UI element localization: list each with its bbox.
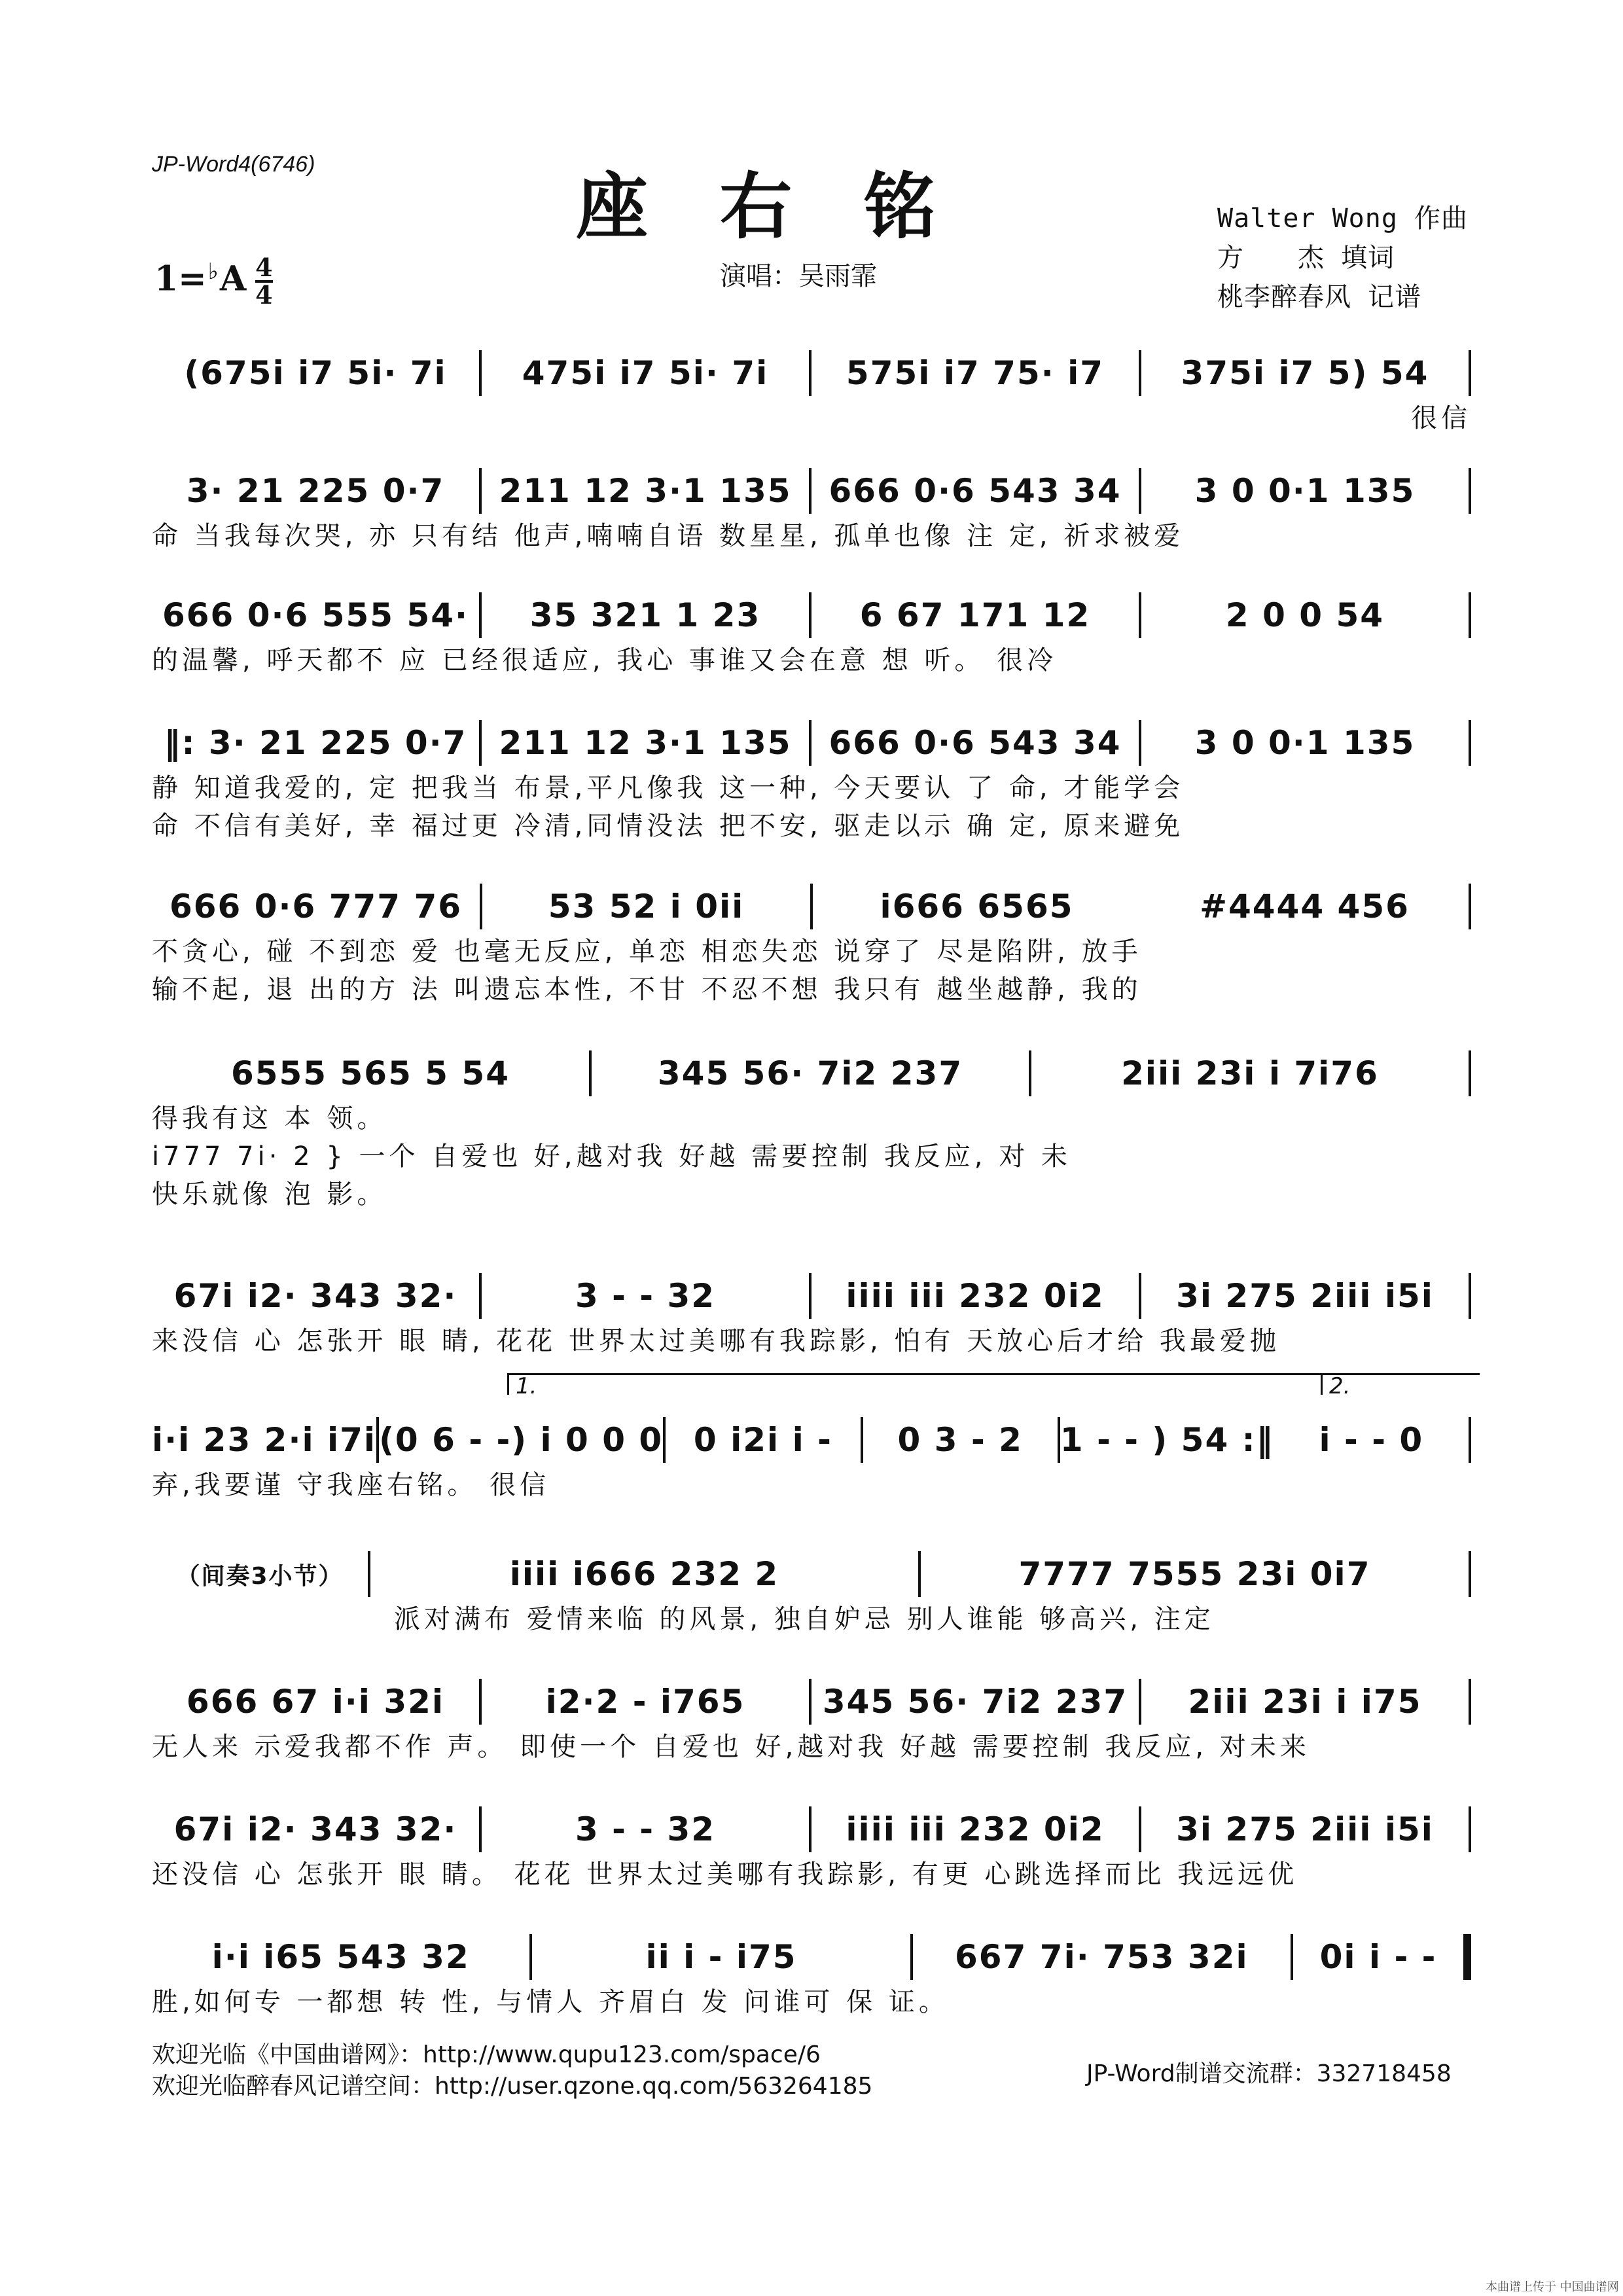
measure: i666 6565	[880, 888, 1074, 925]
measure: 2 0 0 54	[1225, 596, 1385, 634]
notation-line	[152, 347, 1471, 399]
system-10	[152, 1676, 1471, 1766]
lyric-line: 的温馨, 呼天都不 应 已经很适应, 我心 事谁又会在意 想 听。 很冷	[152, 645, 1058, 675]
system-4	[152, 717, 1471, 845]
barline	[1469, 884, 1471, 929]
barline	[1469, 468, 1471, 514]
notation-line	[152, 589, 1471, 641]
notation-line	[152, 1676, 1471, 1728]
barline	[1469, 1273, 1471, 1319]
system-1	[152, 347, 1471, 437]
measure: 2iii 23i i 7i76	[1121, 1054, 1379, 1092]
lyric-line-verse-1: 得我有这 本 领。	[152, 1103, 387, 1134]
measure: 3i 275 2iii i5i	[1176, 1810, 1434, 1848]
notation-line	[152, 1548, 1471, 1600]
measure: i·i 23 2·i i7i	[152, 1421, 377, 1459]
measure: i2·2 - i765	[545, 1683, 745, 1721]
system-7	[152, 1270, 1471, 1360]
lyric-line-verse-2: 命 不信有美好, 幸 福过更 冷清,同情没法 把不安, 驱走以示 确 定, 原来避免	[152, 811, 1185, 841]
measure: 0 i2i i -	[693, 1421, 832, 1459]
measure: 6555 565 5 54	[230, 1054, 510, 1092]
song-title: 座右铭	[576, 164, 1008, 249]
composer-credit: Walter Wong 作曲	[1217, 204, 1468, 234]
measure: 2iii 23i i i75	[1188, 1683, 1422, 1721]
measure: 666 0·6 543 34	[829, 472, 1122, 510]
lyric-line: 很信	[1411, 403, 1471, 433]
system-9	[152, 1548, 1471, 1638]
lyric-line-ending: i777 7i· 2 } 一个 自爱也 好,越对我 好越 需要控制 我反应, 对 未	[152, 1141, 1071, 1172]
measure: 3i 275 2iii i5i	[1176, 1277, 1434, 1315]
upload-watermark: 本曲谱上传于 中国曲谱网	[1486, 2280, 1619, 2294]
lyric-line: 胜,如何专 一都想 转 性, 与情人 齐眉白 发 问谁可 保 证。	[152, 1987, 949, 2017]
footer-links	[152, 2039, 872, 2102]
measure: ii i - i75	[645, 1938, 797, 1976]
barline	[1469, 350, 1471, 396]
measure: 3· 21 225 0·7	[186, 472, 445, 510]
lyric-line-verse-1: 静 知道我爱的, 定 把我当 布景,平凡像我 这一种, 今天要认 了 命, 才能学会	[152, 773, 1185, 803]
measure: ‖: 3· 21 225 0·7	[164, 724, 467, 762]
measure: (0 6 - -) i 0 0 0	[379, 1421, 664, 1459]
barline	[1469, 592, 1471, 638]
measure: iiii iii 232 0i2	[846, 1277, 1105, 1315]
time-signature: $\frac{4}{4}$	[255, 253, 273, 310]
measure: iiii i666 232 2	[509, 1555, 779, 1593]
notation-line	[152, 880, 1471, 933]
system-11	[152, 1803, 1471, 1893]
system-2	[152, 465, 1471, 555]
measure: #4444 456	[1200, 888, 1410, 925]
lyric-line: 无人来 示爱我都不作 声。 即使一个 自爱也 好,越对我 好越 需要控制 我反应, 对未来	[152, 1732, 1310, 1762]
barline	[1469, 1417, 1471, 1463]
singer-credit: 演唱：吴雨霏	[720, 261, 877, 291]
measure: 3 - - 32	[575, 1277, 716, 1315]
measure: 7777 7555 23i 0i7	[1018, 1555, 1371, 1593]
measure: 3 0 0·1 135	[1194, 472, 1416, 510]
measure: 67i i2· 343 32·	[173, 1277, 457, 1315]
notation-line	[152, 1931, 1471, 1983]
footer-qzone-link[interactable]: 欢迎光临醉春风记谱空间：http://user.qzone.qq.com/563264185	[152, 2073, 873, 2100]
measure: 3 - - 32	[575, 1810, 716, 1848]
system-6	[152, 1047, 1471, 1213]
flat-sign: ♭	[207, 258, 219, 285]
measure: (675i i7 5i· 7i	[184, 354, 447, 392]
lyric-line: 派对满布 爱情来临 的风景, 独自妒忌 别人谁能 够高兴, 注定	[394, 1604, 1215, 1634]
transcriber-credit: 桃李醉春风 记谱	[1217, 282, 1422, 312]
notation-line	[152, 1270, 1471, 1322]
software-label: JP-Word4(6746)	[152, 152, 315, 177]
measure: iiii iii 232 0i2	[846, 1810, 1105, 1848]
lyric-line: 命 当我每次哭, 亦 只有结 他声,喃喃自语 数星星, 孤单也像 注 定, 祈求被爱	[152, 521, 1185, 551]
measure: 666 0·6 543 34	[829, 724, 1122, 762]
footer-site-link[interactable]: 欢迎光临《中国曲谱网》：http://www.qupu123.com/space/6	[152, 2041, 821, 2068]
measure: i - - 0	[1319, 1421, 1424, 1459]
lyric-line: 来没信 心 怎张开 眼 睛, 花花 世界太过美哪有我踪影, 怕有 天放心后才给 我最爱抛	[152, 1326, 1280, 1356]
system-12	[152, 1931, 1471, 2021]
lyric-line: 还没信 心 怎张开 眼 睛。 花花 世界太过美哪有我踪影, 有更 心跳选择而比 我远远优	[152, 1859, 1298, 1890]
system-8	[152, 1414, 1471, 1504]
measure: 35 321 1 23	[529, 596, 761, 634]
barline	[1469, 1551, 1471, 1597]
system-5	[152, 880, 1471, 1009]
measure: 667 7i· 753 32i	[955, 1938, 1249, 1976]
measure: 1 - - ) 54 :‖	[1060, 1421, 1274, 1459]
credits	[1217, 199, 1468, 317]
final-barline	[1463, 1934, 1471, 1980]
notation-line	[152, 1414, 1471, 1466]
notation-line	[152, 465, 1471, 517]
lyric-line-verse-2: 快乐就像 泡 影。	[152, 1179, 387, 1210]
measure: 345 56· 7i2 237	[822, 1683, 1128, 1721]
measure: 211 12 3·1 135	[499, 724, 792, 762]
measure: 53 52 i 0ii	[548, 888, 745, 925]
measure: 0i i - -	[1319, 1938, 1437, 1976]
measure: 475i i7 5i· 7i	[522, 354, 769, 392]
notation-line	[152, 717, 1471, 769]
key-signature: 1=♭A $\frac{4}{4}$	[154, 253, 273, 310]
lyricist-credit: 方 杰 填词	[1217, 243, 1395, 273]
notation-line	[152, 1803, 1471, 1856]
lyric-line-verse-2: 输不起, 退 出的方 法 叫遗忘本性, 不甘 不忍不想 我只有 越坐越静, 我的	[152, 975, 1142, 1005]
system-3	[152, 589, 1471, 679]
measure: 666 0·6 555 54·	[162, 596, 469, 634]
lyric-line-verse-1: 不贪心, 碰 不到恋 爱 也毫无反应, 单恋 相恋失恋 说穿了 尽是陷阱, 放手	[152, 937, 1142, 967]
measure: 3 0 0·1 135	[1194, 724, 1416, 762]
footer-group-info: JP-Word制谱交流群：332718458	[1086, 2060, 1452, 2087]
measure: 67i i2· 343 32·	[173, 1810, 457, 1848]
lyric-line: 弃,我要谨 守我座右铭。 很信	[152, 1470, 550, 1500]
measure: 375i i7 5) 54	[1181, 354, 1429, 392]
first-ending-bracket: 1.	[507, 1373, 1321, 1395]
measure: 666 0·6 777 76	[169, 888, 463, 925]
measure: 211 12 3·1 135	[499, 472, 792, 510]
measure: 0 3 - 2	[897, 1421, 1023, 1459]
second-ending-bracket: 2.	[1321, 1373, 1480, 1395]
barline	[1469, 1806, 1471, 1852]
notation-line	[152, 1047, 1471, 1100]
barline	[1469, 720, 1471, 766]
measure: 575i i7 75· i7	[846, 354, 1105, 392]
barline	[1469, 1679, 1471, 1725]
measure: i·i i65 543 32	[211, 1938, 470, 1976]
measure: 666 67 i·i 32i	[186, 1683, 445, 1721]
barline	[1469, 1050, 1471, 1096]
interlude-label: （间奏3小节）	[176, 1562, 344, 1590]
measure: 345 56· 7i2 237	[657, 1054, 963, 1092]
measure: 6 67 171 12	[859, 596, 1091, 634]
